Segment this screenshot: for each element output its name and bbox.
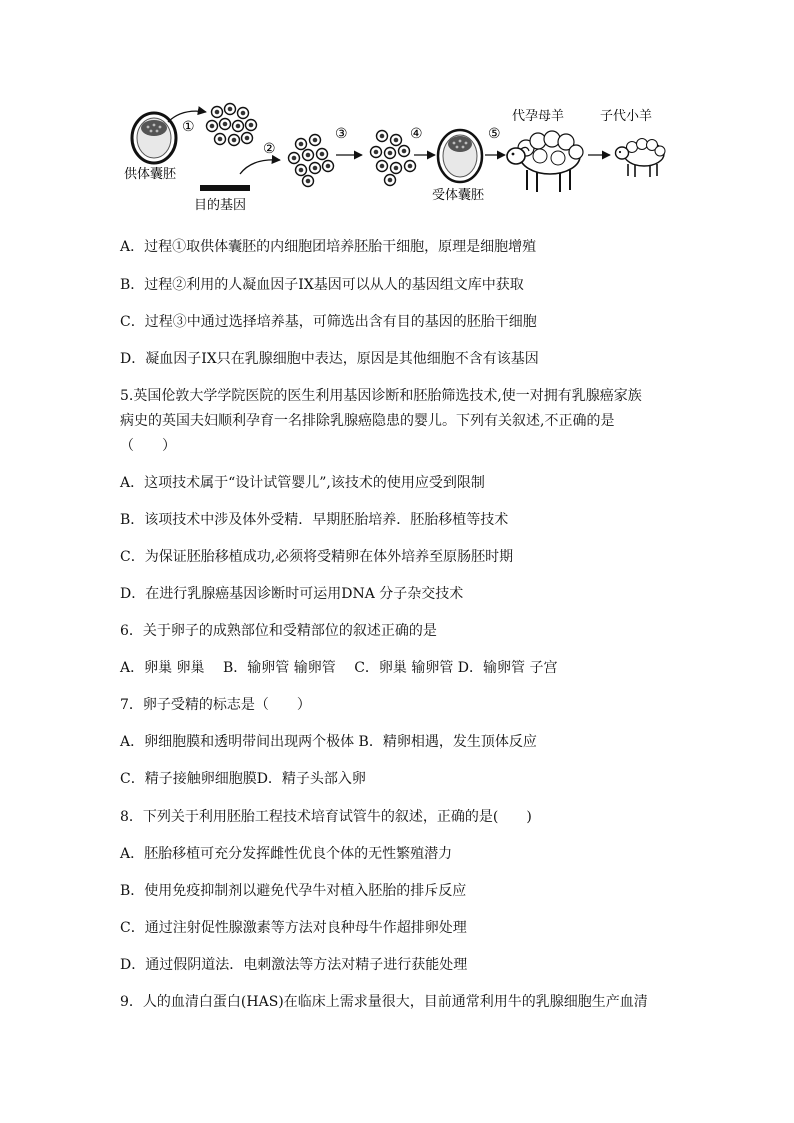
gene-label: 目的基因 (194, 198, 247, 213)
q4-option-b: B．过程②利用的人凝血因子IX基因可以从人的基因组文库中获取 (120, 277, 524, 293)
q6-stem: 6．关于卵子的成熟部位和受精部位的叙述正确的是 (120, 623, 437, 639)
surrogate-sheep-icon (507, 131, 583, 192)
step4-label: ④ (410, 126, 423, 142)
surrogate-label: 代孕母羊 (512, 109, 565, 124)
offspring-lamb-icon (616, 139, 666, 178)
transformed-cells (289, 135, 334, 187)
recipient-label: 受体囊胚 (432, 188, 485, 203)
offspring-label: 子代小羊 (600, 109, 653, 124)
q9-stem-line1: 9．人的血清白蛋白(HAS)在临床上需求量很大，目前通常利用牛的乳腺细胞生产血清 (120, 994, 648, 1010)
step5-label: ⑤ (488, 126, 501, 142)
step2-label: ② (263, 141, 276, 157)
q8-stem: 8．下列关于利用胚胎工程技术培育试管牛的叙述，正确的是( ) (120, 809, 532, 825)
arrow-step2 (240, 160, 280, 174)
q8-option-a: A．胚胎移植可充分发挥雌性优良个体的无性繁殖潜力 (120, 846, 453, 862)
q6-options: A．卵巢 卵巢 B．输卵管 输卵管 C．卵巢 输卵管 D．输卵管 子宫 (120, 660, 558, 676)
q5-option-a: A．这项技术属于“设计试管婴儿”,该技术的使用应受到限制 (120, 475, 485, 491)
donor-label: 供体囊胚 (124, 167, 177, 182)
q4-option-a: A．过程①取供体囊胚的内细胞团培养胚胎干细胞，原理是细胞增殖 (120, 239, 537, 255)
step1-label: ① (182, 119, 195, 135)
q5-stem-line1: 5.英国伦敦大学学院医院的医生利用基因诊断和胚胎筛选技术,使一对拥有乳腺癌家族 (120, 388, 642, 404)
step3-label: ③ (335, 126, 348, 142)
q4-option-d: D．凝血因子IX只在乳腺细胞中表达，原因是其他细胞不含有该基因 (120, 351, 539, 367)
recipient-blastocyst (438, 130, 482, 182)
es-cells (207, 104, 257, 146)
q7-stem: 7．卵子受精的标志是（ ） (120, 697, 311, 713)
q5-option-b: B．该项技术中涉及体外受精．早期胚胎培养．胚胎移植等技术 (120, 512, 509, 528)
q5-option-c: C．为保证胚胎移植成功,必须将受精卵在体外培养至原肠胚时期 (120, 549, 514, 565)
q7-options-line2: C．精子接触卵细胞膜D．精子头部入卵 (120, 771, 366, 787)
q5-option-d: D．在进行乳腺癌基因诊断时可运用DNA 分子杂交技术 (120, 586, 464, 602)
selected-cells (371, 131, 416, 186)
q7-options-line1: A．卵细胞膜和透明带间出现两个极体 B．精卵相遇，发生顶体反应 (120, 734, 537, 750)
q8-option-c: C．通过注射促性腺激素等方法对良种母牛作超排卵处理 (120, 920, 467, 936)
process-diagram (120, 98, 680, 223)
gene-bar (200, 185, 250, 191)
q8-option-b: B．使用免疫抑制剂以避免代孕牛对植入胚胎的排斥反应 (120, 883, 467, 899)
q5-stem-line3: （ ） (120, 438, 176, 454)
q5-stem-line2: 病史的英国夫妇顺利孕育一名排除乳腺癌隐患的婴儿。下列有关叙述,不正确的是 (120, 413, 615, 429)
q4-option-c: C．过程③中通过选择培养基，可筛选出含有目的基因的胚胎干细胞 (120, 314, 537, 330)
q8-option-d: D．通过假阴道法．电刺激法等方法对精子进行获能处理 (120, 957, 468, 973)
